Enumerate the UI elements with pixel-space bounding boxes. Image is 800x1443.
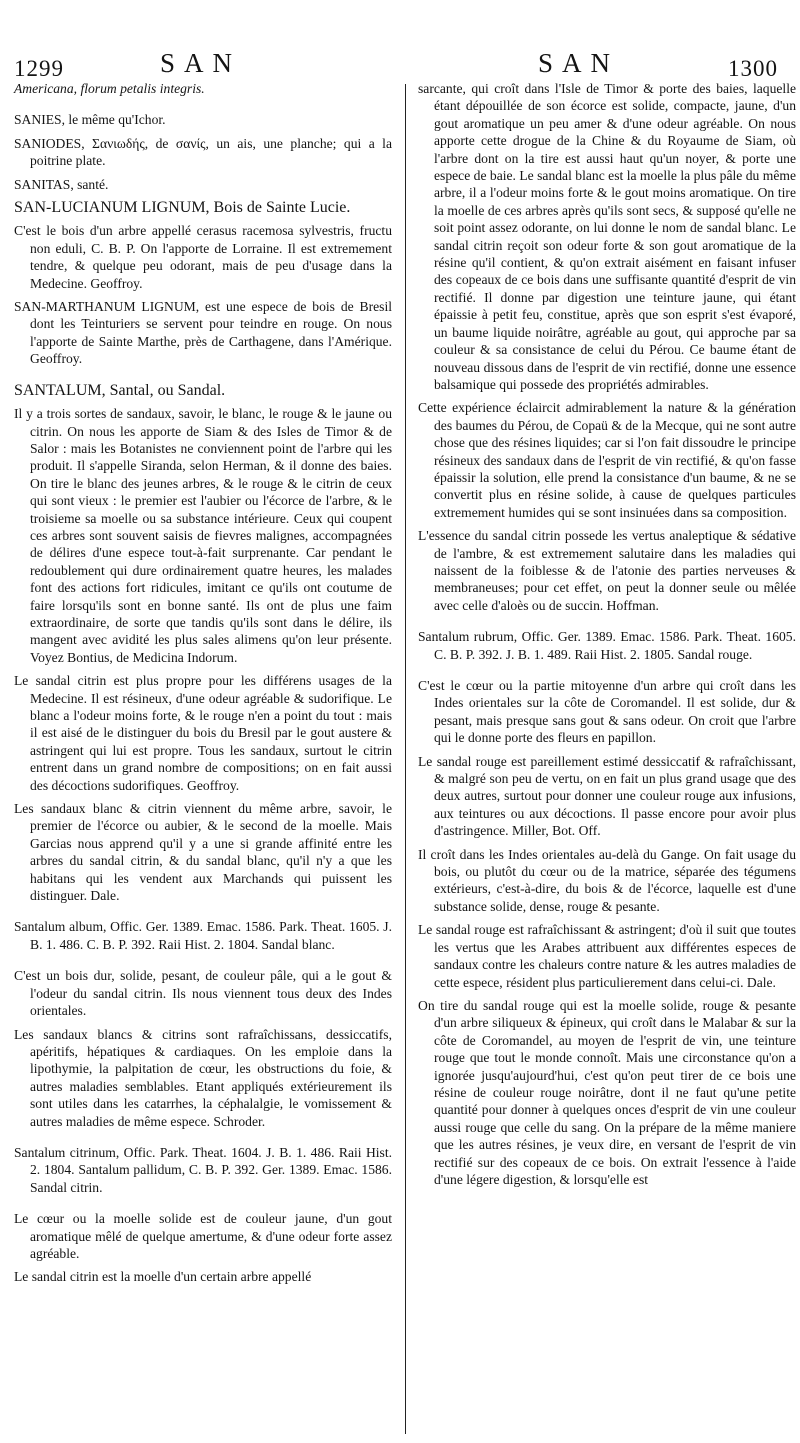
left-page-number: 1299: [14, 56, 64, 81]
entry-text: Il croît dans les Indes orientales au-delà du Gange. On fait usage du bois, ou plutôt du cœur ou de la matrice, séparée des tégumens extérieurs, c'est-à-dire, du bois & de l'écorce, laquelle est d'une substance solide, dense, rouge & pesante.: [418, 846, 796, 914]
right-running-head: SAN: [538, 48, 620, 78]
entry-saniodes: SANIODES, Σανιωδής, de σανίς, un ais, une planche; qui a la poitrine plate.: [14, 135, 392, 169]
entry-text: C'est le bois d'un arbre appellé cerasus racemosa sylvestris, fructu non eduli, C. B. P. On l'apporte de Lorraine. Il est extremement tendre, & quelque peu odorant, mais de peu d'usage dans la Medecine. Geoffroy.: [14, 223, 392, 291]
entry-text: Cette expérience éclaircit admirablement la nature & la génération des baumes du Pérou, de Copaü & de la Mecque, qui ne sont autre chose que des résines liquides; car si l'on fait dissoudre le principe résineux des sandaux dans de l'esprit de vin rectifié, & qu'on fasse épaissir la solution, elle prend la consistance d'un baume, & ne se convertit plus en résine solide, à cause de quelques particules extremement humides qui se sont insinuées dans sa composition.: [418, 400, 796, 520]
entry-text: Il y a trois sortes de sandaux, savoir, le blanc, le rouge & le jaune ou citrin. On nous les apporte de Siam & des Isles de Timor & de Salor : mais les Botanistes ne conviennent point de l'arbre qui les produit. Il s'appelle Siranda, selon Herman, & il donne des baies. On tire le blanc des jeunes arbres, & le rouge & le citrin de ceux qui sont vieux : le premier est l'aubier ou l'écorce de l'arbre, & le troisieme sa moelle ou sa substance intérieure. Ceux qui coupent ces arbres sont souvent saisis de fievres malignes, accompagnées de délires d'une espece tout-à-fait surprenante. Car pendant le redoublement qui dure ordinairement quatre heures, les malades font des actions fort ridicules, imitant ce qu'ils ont coutume de faire lorsqu'ils sont en bonne santé. Ils ont de plus une faim extraordinaire, de sorte que tandis qu'ils sont dans le délire, ils mangent avec avidité les plus sales alimens qu'on leur présente. Voyez Bontius, de Medicina Indorum.: [14, 406, 392, 665]
entry-text: C'est un bois dur, solide, pesant, de couleur pâle, qui a le gout & l'odeur du sandal citrin. Ils nous viennent tous deux des Indes orientales.: [14, 968, 392, 1019]
entry-text: L'essence du sandal citrin possede les vertus analeptique & sédative de l'ambre, & est extremement salutaire dans les maladies qui naissent de la foiblesse & de l'atonie des parties nerveuses & membraneuses; pour cet effet, on peut la donner seule ou mêlée avec celle d'aloès ou de succin. Hoffman.: [418, 528, 796, 613]
entry-text: On tire du sandal rouge qui est la moelle solide, rouge & pesante d'un arbre siliqueux & épineux, qui croît dans le Malabar & sur la côte de Coromandel, au moyen de l'esprit de vin, une teinture rouge que tout le monde connoît. Mais une circonstance qu'on a ignorée jusqu'aujourd'hui, c'est qu'on peut tirer de ce bois une résine de couleur rouge noirâtre, dont il ne faut qu'une petite quantité pour donner à quelques onces d'esprit de vin une couleur aussi rouge que celle du sang. On la prépare de la même maniere que les autres résines, je veux dire, en versant de l'esprit de vin rectifié sur des copeaux de ce bois. On extrait l'essence à l'aide d'une légere digestion, & lorsqu'elle est: [418, 997, 796, 1187]
entry-santalum: SANTALUM, Santal, ou Sandal.: [14, 381, 226, 399]
synonymy-santalum-citrinum: Santalum citrinum, Offic. Park. Theat. 1604. J. B. 1. 486. Raii Hist. 2. 1804. Santalum pallidum, C. B. P. 392. Ger. 1389. Emac. 1586. Sandal citrin.: [14, 1144, 392, 1195]
right-column: [418, 80, 796, 1194]
entry-text: C'est le cœur ou la partie mitoyenne d'un arbre qui croît dans les Indes orientales sur la côte de Coromandel. Il est solide, dur & pesant, mais presque sans gout & sans odeur. On croit que l'arbre qui le donne porte des fleurs en papillon.: [418, 678, 796, 746]
entry-san-lucianum: SAN-LUCIANUM LIGNUM, Bois de Sainte Lucie.: [14, 199, 351, 217]
entry-text: Le sandal rouge est rafraîchissant & astringent; d'où il suit que toutes les vertus que les Arabes attribuent aux différentes especes de sandaux contre les chaleurs contre nature & les autres maladies de cette espece, résident plus particulierement dans celui-ci. Dale.: [418, 922, 796, 990]
entry-text: Americana, florum petalis integris.: [14, 81, 205, 96]
column-rule: [405, 84, 406, 1434]
entry-sanies: SANIES, le même qu'Ichor.: [14, 112, 166, 128]
right-page-number: 1300: [728, 56, 778, 81]
entry-text: sarcante, qui croît dans l'Isle de Timor & porte des baies, laquelle étant dépouillée de son écorce est solide, compacte, jaune, d'un gout aromatique un peu amer & d'une odeur agréable. On nous apporte cette drogue de la Chine & du Royaume de Siam, où l'arbre dont on la tire est aussi haut qu'un noyer, & porte une espece de baie. Le sandal blanc est la moelle la plus pâle du même arbre, il a l'odeur moins forte & le gout moins aromatique. On tire la moelle de ces arbres après qu'ils sont secs, & supposé qu'elle ne soit point assez odorante, on lui donne le nom de sandal blanc. Le sandal citrin reçoit son odeur forte & son gout aromatique de la résine qu'il contient, & qu'on extrait aisément en faisant infuser des copeaux de ce bois dans une suffisante quantité d'esprit de vin rectifié. Il donne par digestion une teinture jaune, qui étant épaissie à petit feu, constitue, après que son esprit s'est évaporé, un baume liquide noirâtre, agréable au gout, qui approche par sa couleur & sa consistance de celui du Pérou. Ce baume étant de nouveau dissous dans de l'esprit de vin rectifié, donne une essence balsamique qui possede des propriétés admirables.: [418, 81, 796, 392]
left-column: [14, 80, 392, 1292]
entry-sanitas: SANITAS, santé.: [14, 176, 109, 192]
entry-text: Le cœur ou la moelle solide est de couleur jaune, d'un gout aromatique mêlé de quelque amertume, & d'une odeur forte assez agréable.: [14, 1211, 392, 1261]
left-running-head: SAN: [160, 48, 242, 78]
entry-text: Le sandal rouge est pareillement estimé dessiccatif & rafraîchissant, & malgré son peu de vertu, on en fait un plus grand usage que des deux autres, surtout pour donner une couleur rouge aux infusions, aux teintures ou aux décoctions. Il passe encore pour avoir plus d'astringence. Miller, Bot. Off.: [418, 753, 796, 839]
entry-text: Les sandaux blanc & citrin viennent du même arbre, savoir, le premier de l'écorce ou aubier, & le second de la moelle. Mais Garcias nous apprend qu'il y a une si grande affinité entre les arbres du sandal citrin, & du sandal blanc, qu'il n'y a que les habitans qui les vendent aux Marchands qui puissent les distinguer. Dale.: [14, 801, 392, 904]
entry-san-marthanum: SAN-MARTHANUM LIGNUM, est une espece de bois de Bresil dont les Teinturiers se servent pour teindre en rouge. On nous l'apporte de Sainte Marthe, près de Carthagene, dans l'Amérique. Geoffroy.: [14, 299, 392, 367]
entry-text: Le sandal citrin est la moelle d'un certain arbre appellé: [14, 1269, 312, 1285]
synonymy-santalum-album: Santalum album, Offic. Ger. 1389. Emac. 1586. Park. Theat. 1605. J. B. 1. 486. C. B. P. 392. Raii Hist. 2. 1804. Sandal blanc.: [14, 919, 392, 952]
entry-text: Le sandal citrin est plus propre pour les différens usages de la Medecine. Il est résineux, d'une odeur agréable & sudorifique. Le blanc a l'odeur moins forte, & le rouge n'en a point du tout : mais il est aisé de le distinguer du bois du Bresil par le gout austere & astringent qui lui est propre. Tous les sandaux, surtout le citrin entrent dans un grand nombre de compositions; on en fait aussi des décoctions sudorifiques. Geoffroy.: [14, 673, 392, 793]
entry-text: Les sandaux blancs & citrins sont rafraîchissans, dessiccatifs, apéritifs, hépatiques & cardiaques. On les emploie dans la lipothymie, la palpitation de cœur, les obstructions du foie, & autres maladies semblables. Etant appliqués extérieurement ils sont utiles dans les catarrhes, la céphalalgie, le vomissement & autres maladies de même espece. Schroder.: [14, 1026, 392, 1129]
synonymy-santalum-rubrum: Santalum rubrum, Offic. Ger. 1389. Emac. 1586. Park. Theat. 1605. C. B. P. 392. J. B. 1. 489. Raii Hist. 2. 1805. Sandal rouge.: [418, 629, 796, 662]
